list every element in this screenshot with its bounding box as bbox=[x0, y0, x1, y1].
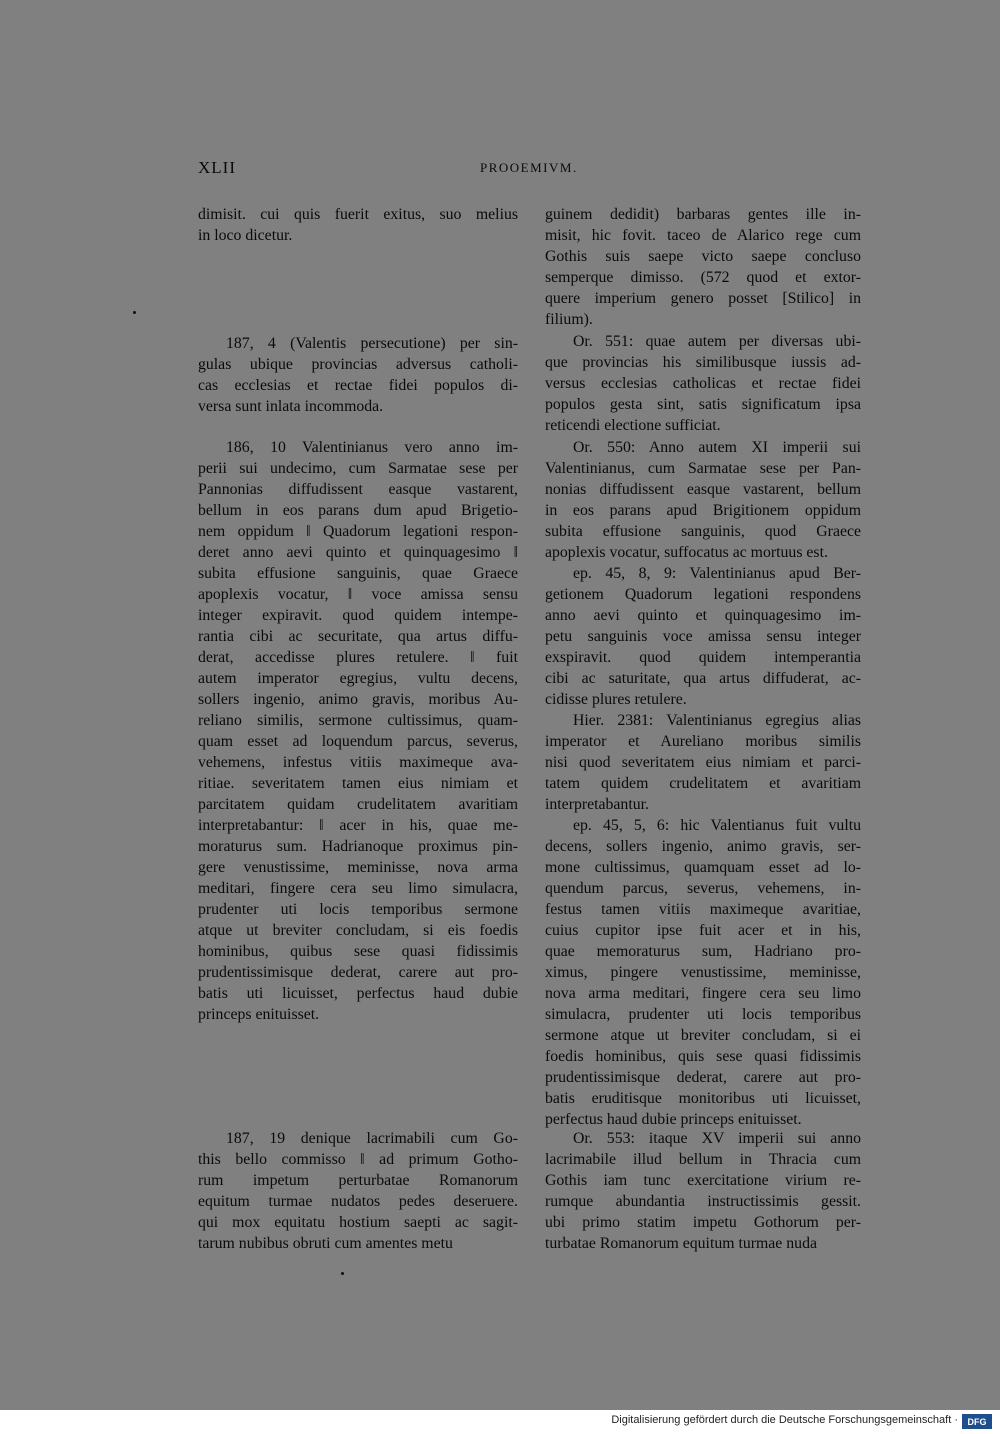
right-block-4 bbox=[545, 563, 861, 710]
text-line: in loco dicetur. bbox=[198, 227, 293, 244]
text-line: prudentissimisque dederat, carere aut pro- bbox=[545, 1069, 861, 1086]
text-line: deret anno aevi quinto et quinquagesimo ‖ bbox=[198, 544, 518, 561]
text-line: cibi ac saturitate, qua artus diffuderat, ac- bbox=[545, 670, 861, 687]
text-line: nonias diffudissent easque vastarent, bellum bbox=[545, 481, 861, 498]
text-line: Pannonias diffudissent easque vastarent, bbox=[198, 481, 518, 498]
text-line: gulas ubique provincias adversus catholi- bbox=[198, 356, 518, 373]
text-line: Hier. 2381: Valentinianus egregius alias bbox=[573, 712, 861, 729]
text-line: nova arma meditari, fingere cera seu limo bbox=[545, 985, 861, 1002]
text-line: princeps enituisset. bbox=[198, 1006, 320, 1023]
text-line: imperator et Aureliano moribus similis bbox=[545, 733, 861, 750]
text-line: ep. 45, 5, 6: hic Valentianus fuit vultu bbox=[573, 817, 861, 834]
text-line: subita effusione sanguinis, quod Graece bbox=[545, 523, 861, 540]
text-line: prudentissimisque dederat, carere aut pro- bbox=[198, 964, 518, 981]
text-line: batis uti licuisset, perfectus haud dubie bbox=[198, 985, 518, 1002]
left-block-4 bbox=[198, 1128, 518, 1254]
text-line: simulacra, prudenter uti locis temporibus bbox=[545, 1006, 861, 1023]
text-line: equitum turmae nudatos pedes deseruere. bbox=[198, 1193, 518, 1210]
text-line: cas ecclesias et rectae fidei populos di- bbox=[198, 377, 518, 394]
text-line: tarum nubibus obruti cum amentes metu bbox=[198, 1235, 453, 1252]
funding-credit: Digitalisierung gefördert durch die Deutsche Forschungsgemeinschaft · bbox=[611, 1414, 958, 1426]
text-line: versus ecclesias catholicas et rectae fidei bbox=[545, 375, 861, 392]
stray-dot bbox=[341, 1272, 344, 1275]
right-block-3 bbox=[545, 437, 861, 563]
text-line: gere venustissime, meminisse, nova arma bbox=[198, 859, 518, 876]
text-line: ubi primo statim impetu Gothorum per- bbox=[545, 1214, 861, 1231]
text-line: versa sunt inlata incommoda. bbox=[198, 398, 384, 415]
right-block-5 bbox=[545, 710, 861, 815]
text-line: 187, 4 (Valentis persecutione) per sin- bbox=[226, 335, 518, 352]
running-title: PROOEMIVM. bbox=[480, 160, 578, 175]
text-line: quere imperium genero posset [Stilico] in bbox=[545, 290, 861, 307]
text-line: batis eruditisque monitoribus uti licuisset, bbox=[545, 1090, 861, 1107]
text-line: Gothis iam tunc exercitatione virium re- bbox=[545, 1172, 861, 1189]
text-line: semperque dimisso. (572 quod et extor- bbox=[545, 269, 861, 286]
text-line: derat, accedisse plures retulere. ‖ fuit bbox=[198, 649, 518, 666]
page-number: XLII bbox=[198, 158, 236, 177]
text-line: reticendi electione sufficiat. bbox=[545, 417, 721, 434]
text-line: moraturus sum. Hadrianoque proximus pin- bbox=[198, 838, 518, 855]
text-line: apoplexis vocatur, ‖ voce amissa sensu bbox=[198, 586, 518, 603]
text-line: bellum in eos parans dum apud Brigetio- bbox=[198, 502, 518, 519]
text-line: reliano similis, sermone cultissimus, quam- bbox=[198, 712, 518, 729]
text-line: apoplexis vocatur, suffocatus ac mortuus est. bbox=[545, 544, 828, 561]
left-block-2 bbox=[198, 333, 518, 417]
text-line: cidisse plures retulere. bbox=[545, 691, 687, 708]
text-line: quendum parcus, severus, vehemens, in- bbox=[545, 880, 861, 897]
text-line: interpretabantur. bbox=[545, 796, 649, 813]
right-block-7 bbox=[545, 1128, 861, 1254]
text-line: anno aevi quinto et quinquagesimo im- bbox=[545, 607, 861, 624]
text-line: Or. 553: itaque XV imperii sui anno bbox=[573, 1130, 861, 1147]
text-line: populos gesta sint, satis significatum ipsa bbox=[545, 396, 861, 413]
footer-bar bbox=[0, 1410, 1000, 1434]
text-line: atque ut breviter concludam, si eis foedis bbox=[198, 922, 518, 939]
text-line: mone cultissimus, quamquam esset ad lo- bbox=[545, 859, 861, 876]
right-block-1 bbox=[545, 204, 861, 330]
text-line: perii sui undecimo, cum Sarmatae sese per bbox=[198, 460, 518, 477]
text-line: dimisit. cui quis fuerit exitus, suo melius bbox=[198, 206, 518, 223]
text-line: in eos parans apud Brigitionem oppidum bbox=[545, 502, 861, 519]
text-line: sermone atque ut breviter concludam, si ei bbox=[545, 1027, 861, 1044]
text-line: autem imperator egregius, vultu decens, bbox=[198, 670, 518, 687]
text-line: rantia cibi ac securitate, qua artus diffu- bbox=[198, 628, 518, 645]
text-line: perfectus haud dubie princeps enituisset. bbox=[545, 1111, 802, 1128]
text-line: Or. 551: quae autem per diversas ubi- bbox=[573, 333, 861, 350]
right-block-6 bbox=[545, 815, 861, 1130]
text-line: hominibus, quibus sese quasi fidissimis bbox=[198, 943, 518, 960]
text-line: tatem quidem crudelitatem et avaritiam bbox=[545, 775, 861, 792]
text-line: cuius cupitor ipse fuit acer et in his, bbox=[545, 922, 861, 939]
text-line: parcitatem quidam crudelitatem avaritiam bbox=[198, 796, 518, 813]
text-line: Or. 550: Anno autem XI imperii sui bbox=[573, 439, 861, 456]
text-line: nem oppidum ‖ Quadorum legationi respon- bbox=[198, 523, 518, 540]
text-line: rum impetum perturbatae Romanorum bbox=[198, 1172, 518, 1189]
text-line: lacrimabile illud bellum in Thracia cum bbox=[545, 1151, 861, 1168]
left-block-3 bbox=[198, 437, 518, 1025]
text-line: foedis hominibus, quis sese quasi fidissimis bbox=[545, 1048, 861, 1065]
text-line: ritiae. severitatem tamen eius nimiam et bbox=[198, 775, 518, 792]
text-line: ximus, pingere venustissime, meminisse, bbox=[545, 964, 861, 981]
text-line: Valentinianus, cum Sarmatae sese per Pan- bbox=[545, 460, 861, 477]
text-line: rumque abundantia instructissimis gessit. bbox=[545, 1193, 861, 1210]
text-line: filium). bbox=[545, 311, 593, 328]
text-line: misit, hic fovit. taceo de Alarico rege cum bbox=[545, 227, 861, 244]
text-line: quae memoraturus sum, Hadriano pro- bbox=[545, 943, 861, 960]
text-line: sollers ingenio, animo gravis, moribus Au- bbox=[198, 691, 518, 708]
text-line: 186, 10 Valentinianus vero anno im- bbox=[226, 439, 518, 456]
text-line: quam esset ad loquendum parcus, severus, bbox=[198, 733, 518, 750]
left-block-1 bbox=[198, 204, 518, 246]
text-line: meditari, fingere cera seu limo simulacra, bbox=[198, 880, 518, 897]
right-block-2 bbox=[545, 331, 861, 436]
text-line: petu sanguinis voce amissa sensu integer bbox=[545, 628, 861, 645]
text-line: qui mox equitatu hostium saepti ac sagit- bbox=[198, 1214, 518, 1231]
text-line: turbatae Romanorum equitum turmae nuda bbox=[545, 1235, 817, 1252]
text-line: getionem Quadorum legationi respondens bbox=[545, 586, 861, 603]
text-line: que provincias his similibusque iussis ad- bbox=[545, 354, 861, 371]
text-line: exspiravit. quod quidem intemperantia bbox=[545, 649, 861, 666]
stray-dot bbox=[133, 311, 136, 314]
text-line: 187, 19 denique lacrimabili cum Go- bbox=[226, 1130, 518, 1147]
text-line: interpretabantur: ‖ acer in his, quae me- bbox=[198, 817, 518, 834]
text-line: festus tamen vitiis maximeque avaritiae, bbox=[545, 901, 861, 918]
text-line: this bello commisso ‖ ad primum Gotho- bbox=[198, 1151, 518, 1168]
text-line: ep. 45, 8, 9: Valentinianus apud Ber- bbox=[573, 565, 861, 582]
text-line: decens, sollers ingenio, animo gravis, ser- bbox=[545, 838, 861, 855]
text-line: vehemens, infestus vitiis maximeque ava- bbox=[198, 754, 518, 771]
text-line: integer expiravit. quod quidem intempe- bbox=[198, 607, 518, 624]
text-line: prudenter uti locis temporibus sermone bbox=[198, 901, 518, 918]
dfg-logo: DFG bbox=[962, 1414, 992, 1429]
text-line: nisi quod severitatem eius nimiam et parci- bbox=[545, 754, 861, 771]
text-line: subita effusione sanguinis, quae Graece bbox=[198, 565, 518, 582]
text-line: Gothis suis saepe victo saepe concluso bbox=[545, 248, 861, 265]
text-line: guinem dedidit) barbaras gentes ille in- bbox=[545, 206, 861, 223]
